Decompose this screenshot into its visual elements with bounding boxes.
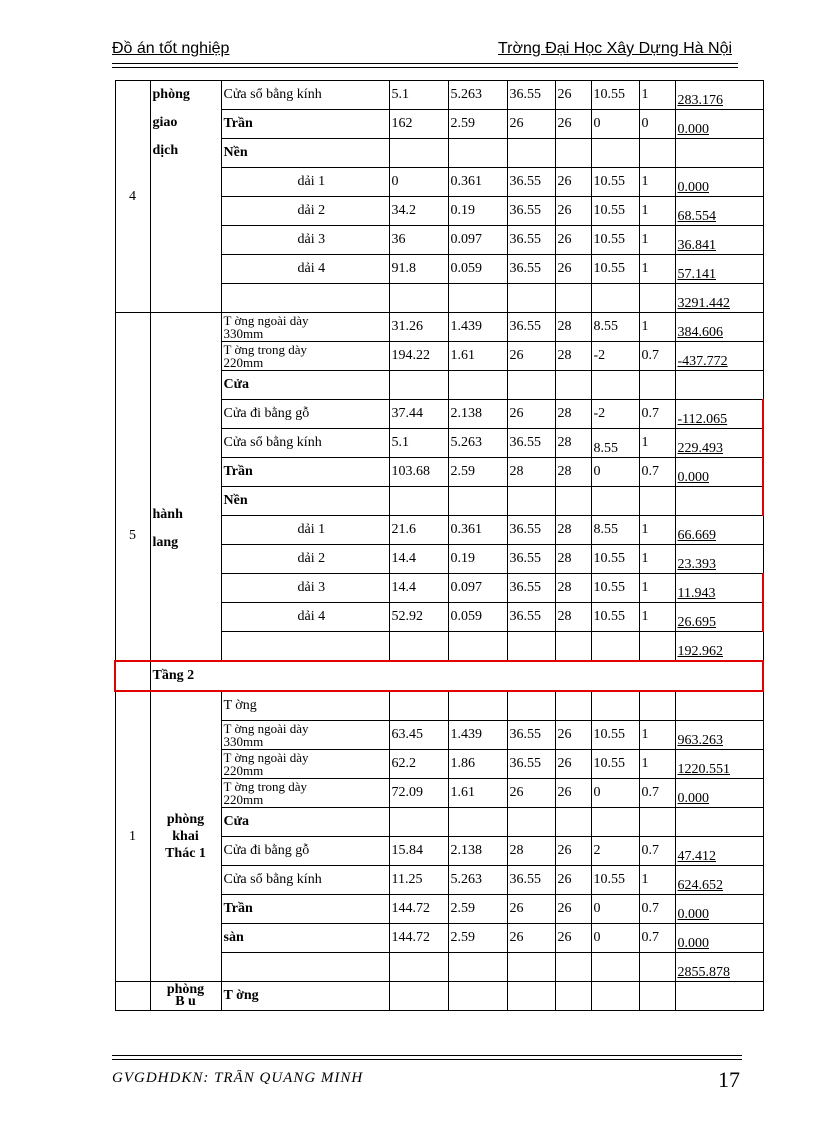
footer-divider-2 xyxy=(112,1059,742,1060)
table-row: Cửa sổ bằng kính 11.25 5.263 36.55 26 10.55 1 624.652 xyxy=(115,866,763,895)
t2-cell: 26 xyxy=(555,81,591,110)
element-name: Cửa đi bằng gỗ xyxy=(221,400,389,429)
footer-divider xyxy=(112,1055,742,1056)
element-name: Nền xyxy=(221,487,389,516)
t1-cell: 26 xyxy=(507,110,555,139)
element-name: dải 3 xyxy=(221,574,389,603)
table-row: Trần 144.72 2.59 26 26 0 0.7 0.000 xyxy=(115,895,763,924)
table-row: dải 1 21.6 0.361 36.55 28 8.55 1 66.669 xyxy=(115,516,763,545)
floor-label: Tầng 2 xyxy=(150,661,763,691)
dt-cell: 10.55 xyxy=(591,81,639,110)
k-cell: 5.263 xyxy=(448,81,507,110)
table-row: dải 2 34.2 0.19 36.55 26 10.55 1 68.554 xyxy=(115,197,763,226)
element-name: Trần xyxy=(221,110,389,139)
element-name: Cửa xyxy=(221,371,389,400)
footer-author: GVGDHDKN: TRẦN QUANG MINH xyxy=(112,1070,364,1084)
element-name: T ờng ngoài dày 330mm xyxy=(221,721,389,750)
table-row xyxy=(115,81,763,110)
table-row xyxy=(115,982,763,1011)
table-row: Cửa sổ bằng kính 5.1 5.263 36.55 28 8.55 1 229.493 xyxy=(115,429,763,458)
element-name: dải 3 xyxy=(221,226,389,255)
table-row: dải 2 14.4 0.19 36.55 28 10.55 1 23.393 xyxy=(115,545,763,574)
t2-cell: 26 xyxy=(555,110,591,139)
element-name: dải 1 xyxy=(221,516,389,545)
element-name: Cửa sổ bằng kính xyxy=(221,429,389,458)
element-name: T ờng trong dày 220mm xyxy=(221,779,389,808)
element-name: Cửa đi bằng gỗ xyxy=(221,837,389,866)
room-name: phòng B u xyxy=(150,982,221,1011)
room-name: phòng giao dịch xyxy=(150,81,221,313)
n-cell: 0 xyxy=(639,110,675,139)
area-cell: 162 xyxy=(389,110,448,139)
element-name: Cửa sổ bằng kính xyxy=(221,866,389,895)
q-cell: 0.000 xyxy=(675,110,763,139)
element-name: dải 2 xyxy=(221,197,389,226)
floor-row xyxy=(115,661,763,691)
header-title: Đồ án tốt nghiệp xyxy=(112,40,230,57)
table-row: Trần 103.68 2.59 28 28 0 0.7 0.000 xyxy=(115,458,763,487)
element-name: dải 1 xyxy=(221,168,389,197)
table-row: T ờng ngoài dày 330mm 63.45 1.439 36.55 26 10.55 1 963.263 xyxy=(115,721,763,750)
room-number: 5 xyxy=(115,313,150,662)
table-row: T ờng ngoài dày 220mm 62.2 1.86 36.55 26 10.55 1 1220.551 xyxy=(115,750,763,779)
header-school: Trờng Đại Học Xây Dựng Hà Nội xyxy=(498,40,733,57)
element-name: Trần xyxy=(221,895,389,924)
subtotal-value: 2855.878 xyxy=(675,953,763,982)
element-name: T ờng xyxy=(221,691,389,721)
table-row: 5 hành lang T ờng ngoài dày 330mm 31.26 1.439 36.55 28 8.55 1 384.606 xyxy=(115,313,763,342)
table-row: dải 3 36 0.097 36.55 26 10.55 1 36.841 xyxy=(115,226,763,255)
table-row: T ờng trong dày 220mm 194.22 1.61 26 28 -2 0.7 -437.772 xyxy=(115,342,763,371)
table-row: dải 1 0 0.361 36.55 26 10.55 1 0.000 xyxy=(115,168,763,197)
table-row xyxy=(115,691,763,721)
room-number: 1 xyxy=(115,691,150,982)
page-number: 17 xyxy=(718,1067,740,1092)
header-divider xyxy=(112,63,738,64)
element-name: T ờng ngoài dày 220mm xyxy=(221,750,389,779)
table-row: dải 4 52.92 0.059 36.55 28 10.55 1 26.695 xyxy=(115,603,763,632)
element-name: T ờng xyxy=(221,982,389,1011)
element-name: T ờng trong dày 220mm xyxy=(221,342,389,371)
element-name: Trần xyxy=(221,458,389,487)
q-cell: 283.176 xyxy=(675,81,763,110)
area-cell: 5.1 xyxy=(389,81,448,110)
header-divider-2 xyxy=(112,67,738,68)
room-name: hành lang xyxy=(150,313,221,662)
n-cell: 1 xyxy=(639,81,675,110)
table-row: T ờng trong dày 220mm 72.09 1.61 26 26 0 0.7 0.000 xyxy=(115,779,763,808)
element-name: dải 4 xyxy=(221,603,389,632)
element-name: Cửa sổ bằng kính xyxy=(221,81,389,110)
k-cell: 2.59 xyxy=(448,110,507,139)
dt-cell: 0 xyxy=(591,110,639,139)
element-name: sàn xyxy=(221,924,389,953)
subtotal-value: 3291.442 xyxy=(675,284,763,313)
table-row: dải 4 91.8 0.059 36.55 26 10.55 1 57.141 xyxy=(115,255,763,284)
room-name: phòng khai Thác 1 xyxy=(150,691,221,982)
table-row: Cửa đi bằng gỗ 15.84 2.138 28 26 2 0.7 47.412 xyxy=(115,837,763,866)
t1-cell: 36.55 xyxy=(507,81,555,110)
heat-loss-table xyxy=(114,80,764,1011)
element-name: Cửa xyxy=(221,808,389,837)
element-name: dải 4 xyxy=(221,255,389,284)
element-name: Nền xyxy=(221,139,389,168)
element-name: dải 2 xyxy=(221,545,389,574)
room-number: 4 xyxy=(115,81,150,313)
table-row: Cửa đi bằng gỗ 37.44 2.138 26 28 -2 0.7 -112.065 xyxy=(115,400,763,429)
table-row: sàn 144.72 2.59 26 26 0 0.7 0.000 xyxy=(115,924,763,953)
subtotal-value: 192.962 xyxy=(675,632,763,662)
table-row: dải 3 14.4 0.097 36.55 28 10.55 1 11.943 xyxy=(115,574,763,603)
element-name: T ờng ngoài dày 330mm xyxy=(221,313,389,342)
